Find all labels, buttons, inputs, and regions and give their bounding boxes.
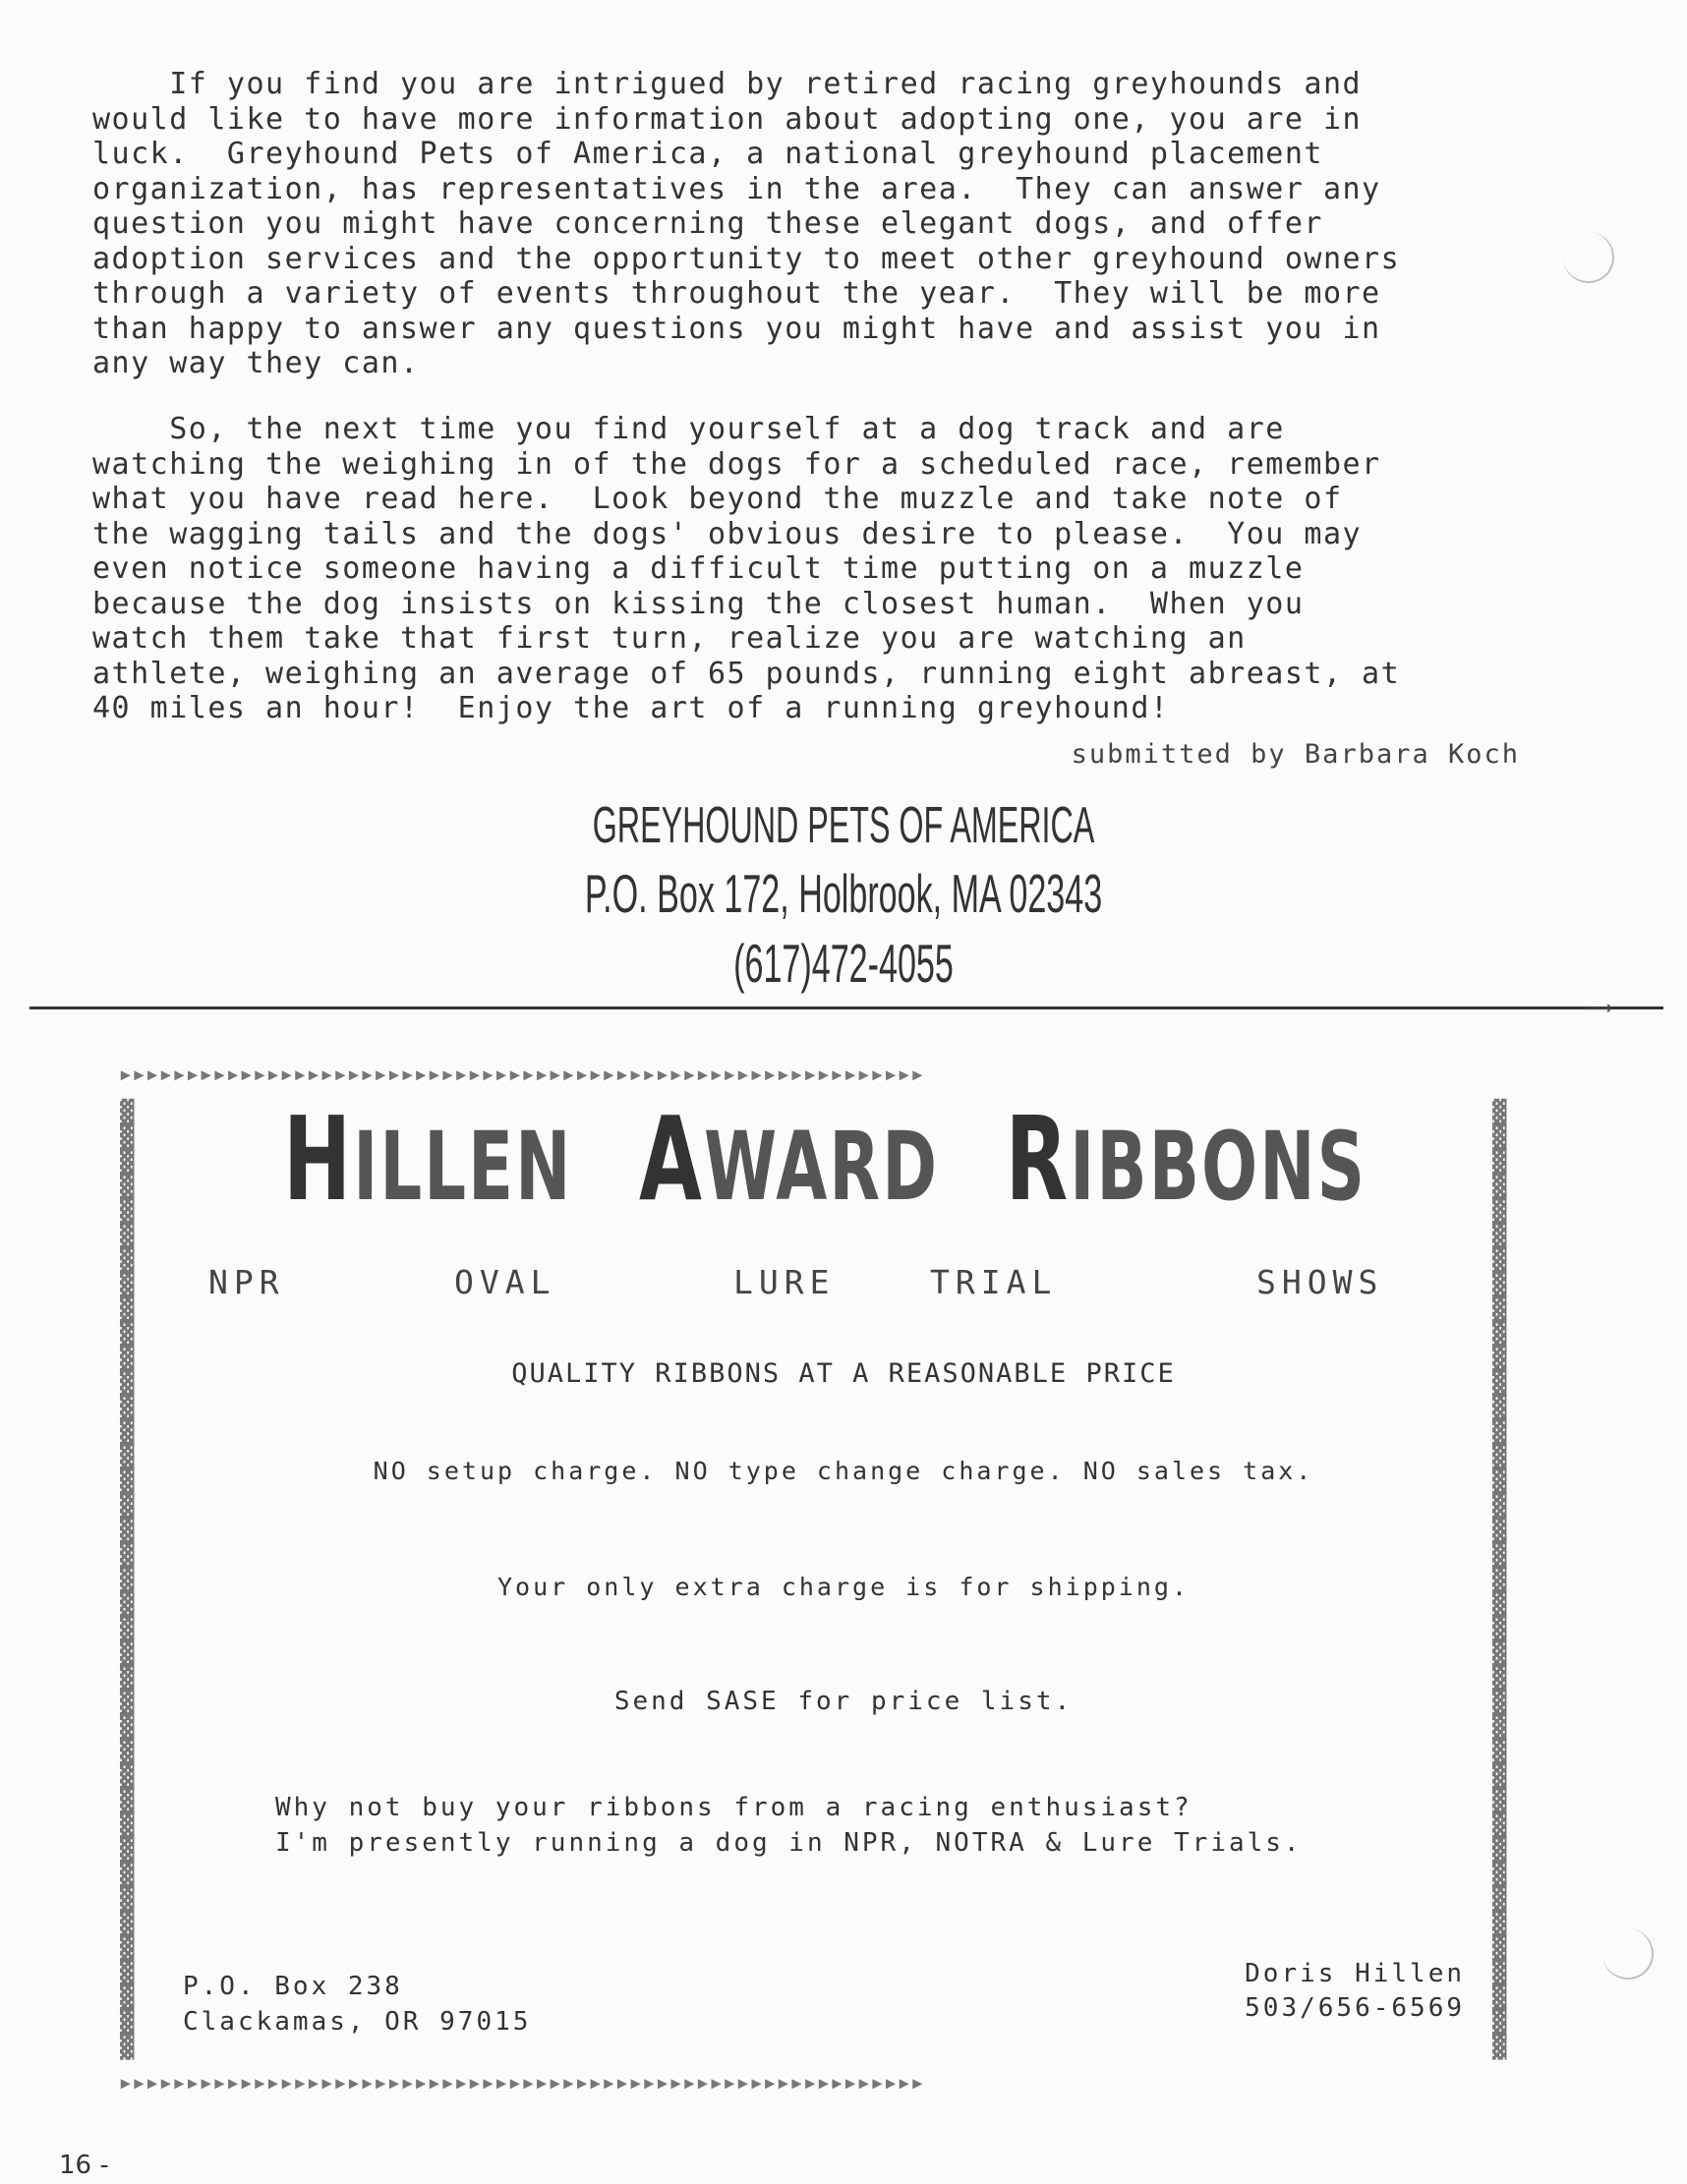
ad-contact-name: Doris Hillen	[1245, 1959, 1465, 1988]
page-number: 16 -	[59, 2151, 109, 2180]
author-credit: submitted by Barbara Koch	[1071, 739, 1520, 770]
ad-why-line-1: Why not buy your ribbons from a racing enthusiast?	[275, 1793, 1193, 1822]
section-divider	[29, 1006, 1663, 1009]
ad-title-word-3: RIBBONS	[1005, 1091, 1367, 1227]
gpa-address: P.O. Box 172, Holbrook, MA 02343	[584, 863, 1103, 924]
ad-border-right-icon: ▓ ▓ ▓ ▓ ▓ ▓ ▓ ▓ ▓ ▓ ▓ ▓ ▓ ▓ ▓ ▓ ▓ ▓ ▓ ▓ ▓ ▓ ▓ ▓ ▓ ▓ ▓ ▓ ▓ ▓ ▓ ▓ ▓ ▓ ▓ ▓ ▓ ▓ ▓	[1492, 1099, 1507, 2060]
ad-address-line-1: P.O. Box 238	[183, 1972, 403, 2001]
ad-border-top-icon: ▸▸▸▸▸▸▸▸▸▸▸▸▸▸▸▸▸▸▸▸▸▸▸▸▸▸▸▸▸▸▸▸▸▸▸▸▸▸▸▸▸▸▸▸▸▸▸▸▸▸▸▸▸▸▸▸▸▸▸▸	[118, 1060, 924, 1089]
ad-border-bottom-icon: ▸▸▸▸▸▸▸▸▸▸▸▸▸▸▸▸▸▸▸▸▸▸▸▸▸▸▸▸▸▸▸▸▸▸▸▸▸▸▸▸▸▸▸▸▸▸▸▸▸▸▸▸▸▸▸▸▸▸▸▸	[118, 2068, 924, 2098]
punch-hole-icon	[1602, 1928, 1654, 1980]
ad-title-word-2: AWARD	[639, 1091, 940, 1227]
ad-no-charges-line: NO setup charge. NO type change charge. NO sales tax.	[373, 1457, 1314, 1485]
category-npr: NPR	[208, 1263, 285, 1301]
paragraph-adoption-info: If you find you are intrigued by retired racing greyhounds and would like to have more information about adopting one, you are in luck. Greyhound Pets of America, a national greyhound placement organization, has representatives in the area. They can answer any question you might have concerning these elegant dogs, and offer adoption services and the opportunity to meet other greyhound owners through a variety of events throughout the year. They will be more than happy to answer any questions you might have and assist you in any way they can.	[92, 67, 1401, 380]
category-lure: LURE	[733, 1263, 836, 1301]
ad-title-word-1: HILLEN	[283, 1091, 573, 1227]
paragraph-dog-track: So, the next time you find yourself at a dog track and are watching the weighing in of the dogs for a scheduled race, remember what you have read here. Look beyond the muzzle and take note of the wagging tails and the dogs' obvious desire to please. You may even notice someone having a difficult time putting on a muzzle because the dog insists on kissing the closest human. When you watch them take that first turn, realize you are watching an athlete, weighing an average of 65 pounds, running eight abreast, at 40 miles an hour! Enjoy the art of a running greyhound!	[92, 412, 1401, 725]
category-oval: OVAL	[454, 1263, 556, 1301]
ad-why-line-2: I'm presently running a dog in NPR, NOTRA & Lure Trials.	[275, 1828, 1303, 1858]
ad-title	[283, 1091, 1367, 1227]
ad-quality-line: QUALITY RIBBONS AT A REASONABLE PRICE	[511, 1358, 1176, 1389]
ad-shipping-line: Your only extra charge is for shipping.	[497, 1573, 1190, 1601]
ad-border-left-icon: ▓ ▓ ▓ ▓ ▓ ▓ ▓ ▓ ▓ ▓ ▓ ▓ ▓ ▓ ▓ ▓ ▓ ▓ ▓ ▓ ▓ ▓ ▓ ▓ ▓ ▓ ▓ ▓ ▓ ▓ ▓ ▓ ▓ ▓ ▓ ▓ ▓ ▓ ▓	[120, 1099, 135, 2060]
category-shows: SHOWS	[1256, 1263, 1384, 1301]
category-trial: TRIAL	[930, 1263, 1058, 1301]
ad-address-line-2: Clackamas, OR 97015	[183, 2007, 532, 2037]
divider-squiggle-icon: ⟿	[1585, 996, 1613, 1019]
gpa-name: GREYHOUND PETS OF AMERICA	[592, 797, 1095, 854]
gpa-phone: (617)472-4055	[733, 933, 954, 994]
ad-contact-phone: 503/656-6569	[1245, 1993, 1465, 2023]
punch-hole-icon	[1563, 232, 1614, 283]
ad-sase-line: Send SASE for price list.	[613, 1687, 1074, 1716]
